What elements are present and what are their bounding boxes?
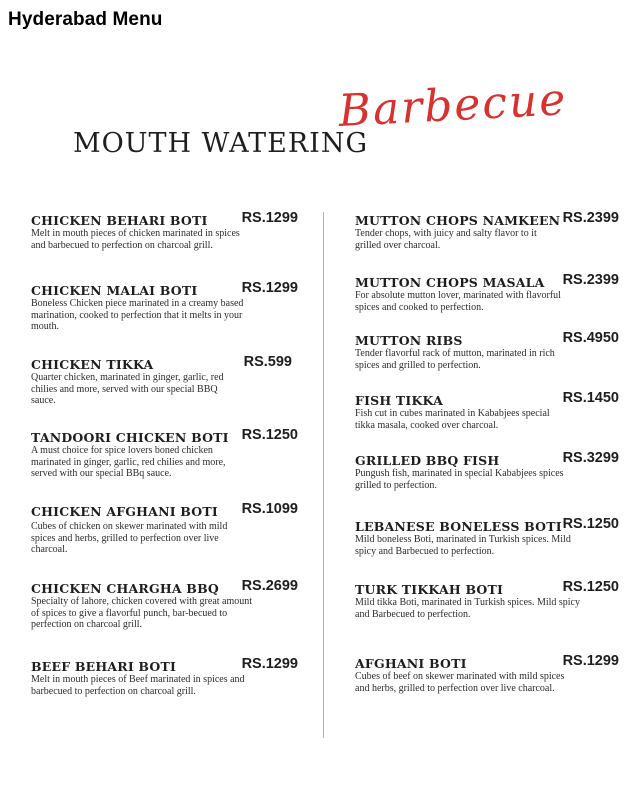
- item-name: TURK TIKKAH BOTI: [355, 582, 504, 597]
- item-description: Tender chops, with juicy and salty flavor to it grilled over charcoal.: [355, 228, 537, 251]
- item-price: RS.3299: [562, 450, 619, 466]
- item-price: RS.1250: [241, 427, 298, 443]
- item-description: Quarter chicken, marinated in ginger, garlic, red chilies and more, served with our special BBQ sauce.: [31, 372, 224, 406]
- item-description: Melt in mouth pieces of chicken marinated in spices and barbecued to perfection on charcoal grill.: [31, 228, 240, 251]
- item-name: BEEF BEHARI BOTI: [31, 659, 177, 674]
- item-description: Fish cut in cubes marinated in Kababjees special tikka masala, cooked over charcoal.: [355, 408, 550, 431]
- item-name: LEBANESE BONELESS BOTI: [355, 519, 562, 534]
- item-description: Melt in mouth pieces of Beef marinated in spices and barbecued to perfection on charcoal grill.: [31, 674, 245, 697]
- item-name: GRILLED BBQ FISH: [355, 453, 500, 468]
- item-name: MUTTON RIBS: [355, 333, 463, 348]
- item-description: Specialty of lahore, chicken covered with great amount of spices to give a flavorful punch, bar-becued to perfection on charcoal grill.: [31, 596, 253, 630]
- item-name: MUTTON CHOPS MASALA: [355, 275, 545, 290]
- item-description: Tender flavorful rack of mutton, marinated in rich spices and grilled to perfection.: [355, 348, 555, 371]
- item-price: RS.1099: [241, 501, 298, 517]
- barbecue-script-title: Barbecue: [337, 74, 569, 137]
- item-price: RS.2399: [562, 210, 619, 226]
- item-name: TANDOORI CHICKEN BOTI: [31, 430, 229, 445]
- item-description: Boneless Chicken piece marinated in a creamy based marination, cooked to perfection that it melts in your mouth.: [31, 298, 244, 332]
- item-price: RS.2699: [241, 578, 298, 594]
- item-price: RS.1299: [241, 656, 298, 672]
- column-divider: [323, 212, 324, 738]
- item-description: Pungush fish, marinated in special Kababjees spices grilled to perfection.: [355, 468, 564, 491]
- item-name: CHICKEN AFGHANI BOTI: [31, 504, 218, 519]
- item-name: CHICKEN CHARGHA BBQ: [31, 581, 219, 596]
- item-description: For absolute mutton lover, marinated with flavorful spices and cooked to perfection.: [355, 290, 561, 313]
- item-price: RS.4950: [562, 330, 619, 346]
- item-name: FISH TIKKA: [355, 393, 443, 408]
- item-description: Mild tikka Boti, marinated in Turkish spices. Mild spicy and Barbecued to perfection.: [355, 597, 580, 620]
- item-price: RS.599: [243, 354, 292, 370]
- item-price: RS.1299: [241, 210, 298, 226]
- item-price: RS.2399: [562, 272, 619, 288]
- item-name: MUTTON CHOPS NAMKEEN: [355, 213, 561, 228]
- item-price: RS.1299: [241, 280, 298, 296]
- page-label: Hyderabad Menu: [8, 9, 163, 30]
- item-name: CHICKEN BEHARI BOTI: [31, 213, 208, 228]
- item-description: Cubes of beef on skewer marinated with mild spices and herbs, grilled to perfection over live charcoal.: [355, 671, 565, 694]
- item-price: RS.1250: [562, 516, 619, 532]
- item-name: CHICKEN TIKKA: [31, 357, 154, 372]
- item-name: AFGHANI BOTI: [355, 656, 467, 671]
- item-price: RS.1450: [562, 390, 619, 406]
- item-price: RS.1250: [562, 579, 619, 595]
- item-description: Cubes of chicken on skewer marinated with mild spices and herbs, grilled to perfection over live charcoal.: [31, 521, 228, 555]
- item-description: Mild boneless Boti, marinated in Turkish spices. Mild spicy and Barbecued to perfection.: [355, 534, 571, 557]
- item-name: CHICKEN MALAI BOTI: [31, 283, 198, 298]
- item-price: RS.1299: [562, 653, 619, 669]
- menu-heading: MOUTH WATERING: [73, 128, 369, 159]
- item-description: A must choice for spice lovers boned chicken marinated in ginger, garlic, red chilies and more, served with our special BBq sauce.: [31, 445, 226, 479]
